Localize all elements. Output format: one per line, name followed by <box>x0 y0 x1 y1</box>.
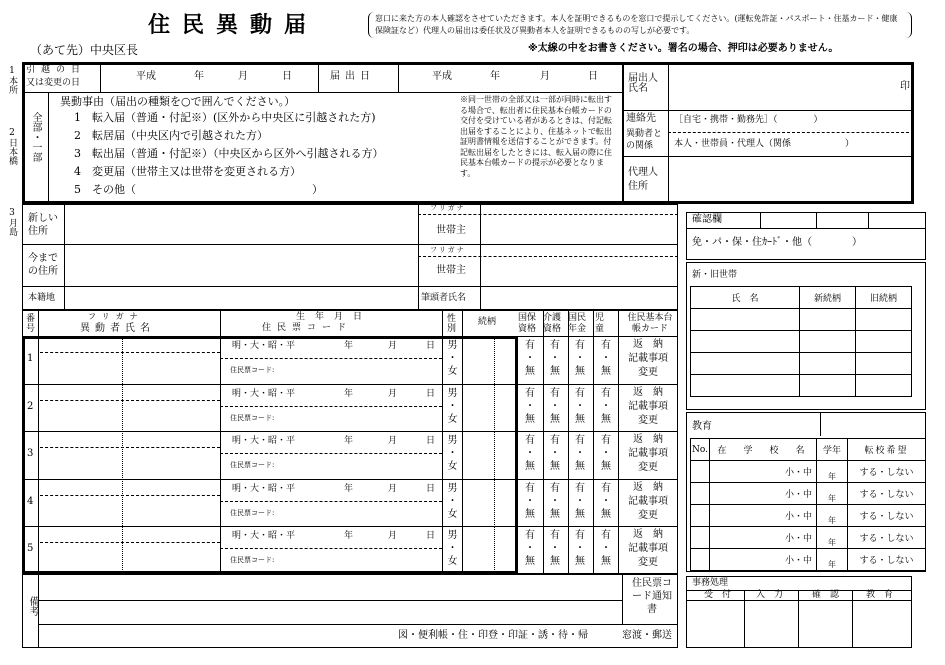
nhi-select[interactable]: 有 ・ 無 <box>525 530 535 567</box>
card-select[interactable]: 返 納 記載事項 変更 <box>628 482 668 521</box>
pension-select[interactable]: 有 ・ 無 <box>575 483 585 520</box>
footer-marks: 図・便利帳・住・印登・印証・誘・待・帰 <box>398 630 588 641</box>
resident-code-field[interactable] <box>280 408 440 428</box>
domicile-head-field[interactable] <box>482 288 676 308</box>
person-name-field[interactable] <box>40 354 218 382</box>
nhi-select[interactable]: 有 ・ 無 <box>525 483 535 520</box>
person-number: 1 <box>27 353 34 364</box>
move-date-field[interactable]: 平成 年 月 日 <box>136 71 292 82</box>
page-title: 住民異動届 <box>148 12 319 38</box>
edu-row: 小・中 年 する・しない <box>691 505 926 527</box>
child-select[interactable]: 有 ・ 無 <box>601 530 611 567</box>
office-title: 事務処理 <box>692 578 729 588</box>
household-title: 新・旧世帯 <box>692 270 738 280</box>
education-table: No. 在 学 校 名 学年 転校希望 小・中 年 する・しない 小・中 年 する・しない 小・中 年 する・しない 小・中 年 する・しない 小・中 年 する・しない <box>690 438 926 571</box>
reason-item-5[interactable]: 5 その他（ ） <box>74 183 323 196</box>
person-number: 2 <box>27 401 34 412</box>
domicile-field[interactable] <box>66 288 416 308</box>
person-furigana-field[interactable] <box>40 338 218 351</box>
card-select[interactable]: 返 納 記載事項 変更 <box>628 529 668 568</box>
care-select[interactable]: 有 ・ 無 <box>550 340 560 377</box>
relation-field[interactable] <box>464 481 516 525</box>
edu-row: 小・中 年 する・しない <box>691 549 926 571</box>
scope-label: 全部・一部 <box>30 112 41 162</box>
resident-code-field[interactable] <box>280 455 440 475</box>
domicile-head-label: 筆頭者氏名 <box>421 293 467 303</box>
contact-label: 連絡先 <box>626 113 656 124</box>
resident-code-label: 住民票コード: <box>230 366 275 374</box>
filed-date-field[interactable]: 平成 年 月 日 <box>432 71 598 82</box>
remarks-label: 備考 <box>27 596 38 616</box>
card-select[interactable]: 返 納 記載事項 変更 <box>628 339 668 378</box>
sex-select[interactable]: 男 ・ 女 <box>447 483 458 520</box>
side-label-3: 3月島 <box>7 208 17 236</box>
move-date-label: 引越の日 <box>26 65 87 75</box>
resident-code-label: 住民票コード: <box>230 414 275 422</box>
sex-select[interactable]: 男 ・ 女 <box>447 340 458 377</box>
applicant-name-label: 届出人氏名 <box>628 73 658 94</box>
pension-select[interactable]: 有 ・ 無 <box>575 435 585 472</box>
filed-date-label: 届出日 <box>330 71 375 82</box>
child-select[interactable]: 有 ・ 無 <box>601 435 611 472</box>
person-furigana-field[interactable] <box>40 386 218 399</box>
resident-code-field[interactable] <box>280 503 440 523</box>
agent-address-field[interactable] <box>670 158 912 202</box>
seal-mark: 印 <box>900 81 910 92</box>
child-select[interactable]: 有 ・ 無 <box>601 340 611 377</box>
prev-address-field[interactable] <box>66 246 416 284</box>
edu-row: 小・中 年 する・しない <box>691 527 926 549</box>
edu-row: 小・中 年 する・しない <box>691 461 926 483</box>
prev-address-label: 今までの住所 <box>28 253 58 277</box>
resident-code-label: 住民票コード: <box>230 509 275 517</box>
agent-address-label: 代理人住所 <box>628 167 658 192</box>
edu-row: 小・中 年 する・しない <box>691 483 926 505</box>
remarks-field[interactable] <box>40 576 620 622</box>
reasons-title: 異動事由（届出の種類を○で囲んでください。） <box>60 95 296 108</box>
addressee: （あて先）中央区長 <box>30 43 139 57</box>
resident-code-field[interactable] <box>280 550 440 570</box>
pension-select[interactable]: 有 ・ 無 <box>575 530 585 567</box>
person-number: 5 <box>27 543 34 554</box>
domicile-label: 本籍地 <box>28 293 56 303</box>
footer-delivery: 窓渡・郵送 <box>622 630 672 641</box>
contact-field[interactable]: ［自宅・携帯・勤務先］（ ） <box>674 115 823 125</box>
reason-item-3[interactable]: 3 転出届（普通・付記※）（中央区から区外へ引越される方） <box>74 147 384 160</box>
instruction: ※太線の中をお書きください。署名の場合、押印は必要ありません。 <box>528 43 839 54</box>
person-number: 4 <box>27 496 34 507</box>
new-address-field[interactable] <box>66 206 416 242</box>
person-furigana-field[interactable] <box>40 481 218 494</box>
relation-field[interactable] <box>464 386 516 430</box>
person-furigana-field[interactable] <box>40 528 218 541</box>
reason-item-4[interactable]: 4 変更届（世帯主又は世帯を変更される方） <box>74 165 301 178</box>
nhi-select[interactable]: 有 ・ 無 <box>525 388 535 425</box>
care-select[interactable]: 有 ・ 無 <box>550 530 560 567</box>
child-select[interactable]: 有 ・ 無 <box>601 483 611 520</box>
person-number: 3 <box>27 448 34 459</box>
person-birthdate-field[interactable]: 明・大・昭・平 年 月 日 <box>232 341 436 351</box>
resident-code-label: 住民票コード: <box>230 556 275 564</box>
new-head-field[interactable] <box>482 216 676 242</box>
person-furigana-field[interactable] <box>40 433 218 446</box>
nhi-select[interactable]: 有 ・ 無 <box>525 435 535 472</box>
edu-title: 教育 <box>692 421 712 432</box>
resident-code-label: 住民票コード: <box>230 461 275 469</box>
care-select[interactable]: 有 ・ 無 <box>550 388 560 425</box>
move-date-label-b: 又は変更の日 <box>26 78 81 88</box>
sex-select[interactable]: 男 ・ 女 <box>447 388 458 425</box>
household-table: 氏 名 新続柄 旧続柄 <box>690 286 912 397</box>
reasons-note: ※同一世帯の全部又は一部が同時に転出する場合で、転出者に住民基本台帳カードの交付を受けている者があるときは、付記転出届をすることにより、住基ネットで転出証明書情報を送信することができます。付記転出届をしたときには、転入届の際に住民基本台帳カードの提示が必要となります。 <box>460 95 612 178</box>
code-notice: 住民票コード通知書 <box>632 578 672 615</box>
confirm-field[interactable]: 免・パ・保・住ｶｰﾄﾞ・他（ ） <box>692 237 862 248</box>
reason-item-1[interactable]: 1 転入届（普通・付記※）(区外から中央区に引越された方) <box>74 111 376 124</box>
confirm-title: 確認欄 <box>692 214 722 225</box>
person-name-field[interactable] <box>40 449 218 477</box>
relation-field[interactable]: 本人・世帯員・代理人（関係 ） <box>674 139 855 149</box>
prev-head-label: 世帯主 <box>436 265 466 276</box>
nhi-select[interactable]: 有 ・ 無 <box>525 340 535 377</box>
side-label-1: 1本所 <box>7 66 17 94</box>
sex-select[interactable]: 男 ・ 女 <box>447 530 458 567</box>
id-notice: 窓口に来た方の本人確認をさせていただきます。本人を証明できるものを窓口で提示してください。(運転免許証・パスポート・住基カード・健康保険証など）代理人の届出は委任状及び異動者本人を証明できるものの写しが必要です。 <box>368 12 912 38</box>
person-birthdate-field[interactable]: 明・大・昭・平 年 月 日 <box>232 436 436 446</box>
side-label-2: 2日本橋 <box>7 128 17 165</box>
new-head-label: 世帯主 <box>436 225 466 236</box>
person-birthdate-field[interactable]: 明・大・昭・平 年 月 日 <box>232 389 436 399</box>
reason-item-2[interactable]: 2 転居届（中央区内で引越された方） <box>74 129 268 142</box>
resident-code-field[interactable] <box>280 360 440 380</box>
person-name-field[interactable] <box>40 544 218 572</box>
relation-field[interactable] <box>464 433 516 477</box>
relation-field[interactable] <box>464 528 516 572</box>
pension-select[interactable]: 有 ・ 無 <box>575 388 585 425</box>
pension-select[interactable]: 有 ・ 無 <box>575 340 585 377</box>
new-address-label: 新しい住所 <box>28 213 58 237</box>
applicant-name-field[interactable] <box>670 64 912 108</box>
card-select[interactable]: 返 納 記載事項 変更 <box>628 387 668 426</box>
prev-head-field[interactable] <box>482 258 676 284</box>
person-name-field[interactable] <box>40 497 218 525</box>
relation-label: 異動者との関係 <box>626 129 663 151</box>
child-select[interactable]: 有 ・ 無 <box>601 388 611 425</box>
card-select[interactable]: 返 納 記載事項 変更 <box>628 434 668 473</box>
person-birthdate-field[interactable]: 明・大・昭・平 年 月 日 <box>232 484 436 494</box>
care-select[interactable]: 有 ・ 無 <box>550 483 560 520</box>
sex-select[interactable]: 男 ・ 女 <box>447 435 458 472</box>
person-name-field[interactable] <box>40 402 218 430</box>
care-select[interactable]: 有 ・ 無 <box>550 435 560 472</box>
person-birthdate-field[interactable]: 明・大・昭・平 年 月 日 <box>232 531 436 541</box>
relation-field[interactable] <box>464 338 516 382</box>
